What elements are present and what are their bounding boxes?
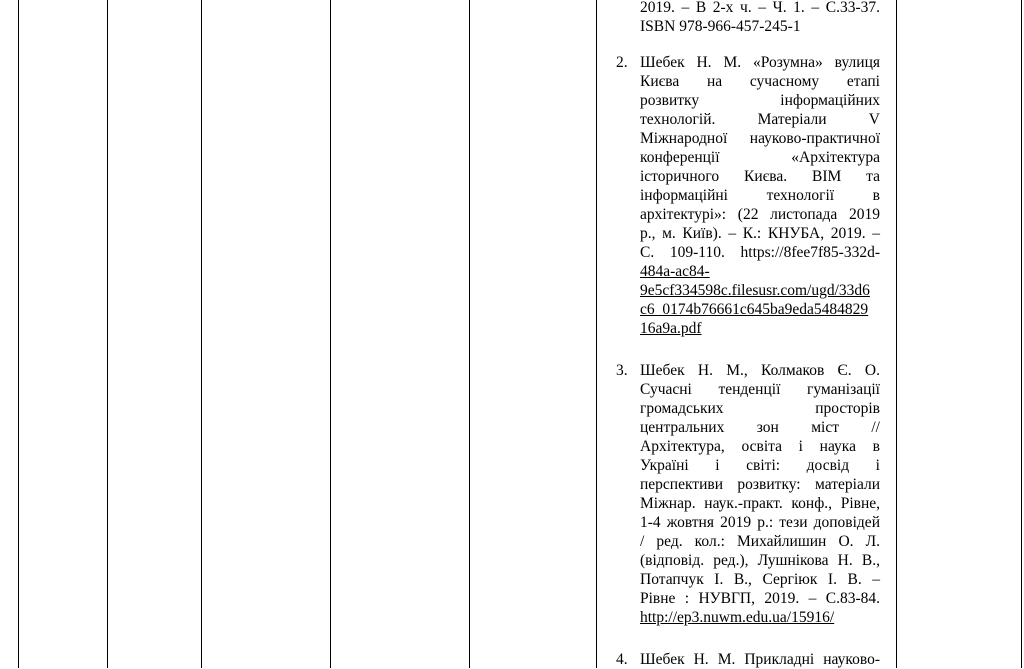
reference-line: технологій. Матеріали V [640,111,880,128]
reference-url-link[interactable]: 16a9a.pdf [640,320,702,337]
reference-line: Міжнар. наук.-практ. конф., Рівне, [640,495,880,512]
reference-line: громадських просторів [640,400,880,417]
reference-link-line[interactable] [640,262,880,281]
reference-line: 2019. – В 2-х ч. – Ч. 1. – С.33-37. [640,0,880,16]
reference-number: 4. [616,651,628,668]
reference-line: конференції «Архітектура [640,149,880,166]
reference-line: розвитку інформаційних [640,92,880,109]
table-border-col-6 [596,0,597,668]
reference-line: центральних зон міст // [640,419,880,436]
reference-line: Шебек Н. М. «Розумна» вулиця [640,54,880,71]
reference-url-link[interactable]: http://ep3.nuwm.edu.ua/15916/ [640,609,835,626]
reference-line: Україні і світі: досвід і [640,457,880,474]
reference-line: Рівне : НУВГП, 2019. – С.83-84. [640,590,880,607]
reference-line: перспективи розвитку: матеріали [640,476,880,493]
reference-line: Києва на сучасному етапі [640,73,880,90]
reference-line: історичного Києва. BIM та [640,168,880,185]
reference-link-line[interactable] [640,281,880,300]
table-border-col-5 [469,0,470,668]
reference-url-link[interactable]: c6_0174b76661c645ba9eda5484829 [640,301,869,318]
reference-line: Сучасні тенденції гуманізації [640,381,880,398]
table-border-col-8 [1021,0,1022,668]
table-border-col-3 [201,0,202,668]
reference-line: архітектурі»: (22 листопада 2019 [640,206,880,223]
reference-number: 3. [616,362,628,379]
table-border-col-2 [107,0,108,668]
reference-line: р., м. Київ). – К.: КНУБА, 2019. – [640,225,880,242]
reference-line: / ред. кол.: Михайлишин О. Л. [640,533,880,550]
table-border-col-1 [18,0,19,668]
reference-url-link[interactable]: 9e5cf334598c.filesusr.com/ugd/33d6 [640,282,870,299]
reference-url-link[interactable]: 484a-ac84- [640,263,710,280]
reference-line: інформаційні технології в [640,187,880,204]
reference-line: Шебек Н. М. Прикладні науково- [640,651,880,668]
table-border-col-4 [330,0,331,668]
reference-link-line[interactable] [640,300,880,319]
reference-number: 2. [616,54,628,71]
reference-line: 1-4 жовтня 2019 р.: тези доповідей [640,514,880,531]
reference-line: Архітектура, освіта і наука в [640,438,880,455]
reference-line: Шебек Н. М., Колмаков Є. О. [640,362,880,379]
reference-line: С. 109-110. https://8fee7f85-332d- [640,244,880,261]
reference-link-line[interactable] [640,608,880,627]
reference-line: ISBN 978-966-457-245-1 [640,18,801,35]
reference-line: Міжнародної науково-практичної [640,130,880,147]
reference-line: Потапчук І. В., Сергіюк І. В. – [640,571,880,588]
reference-line: (відповід. ред.), Лушнікова Н. В., [640,552,880,569]
table-border-col-7 [896,0,897,668]
reference-link-line[interactable] [640,319,880,338]
